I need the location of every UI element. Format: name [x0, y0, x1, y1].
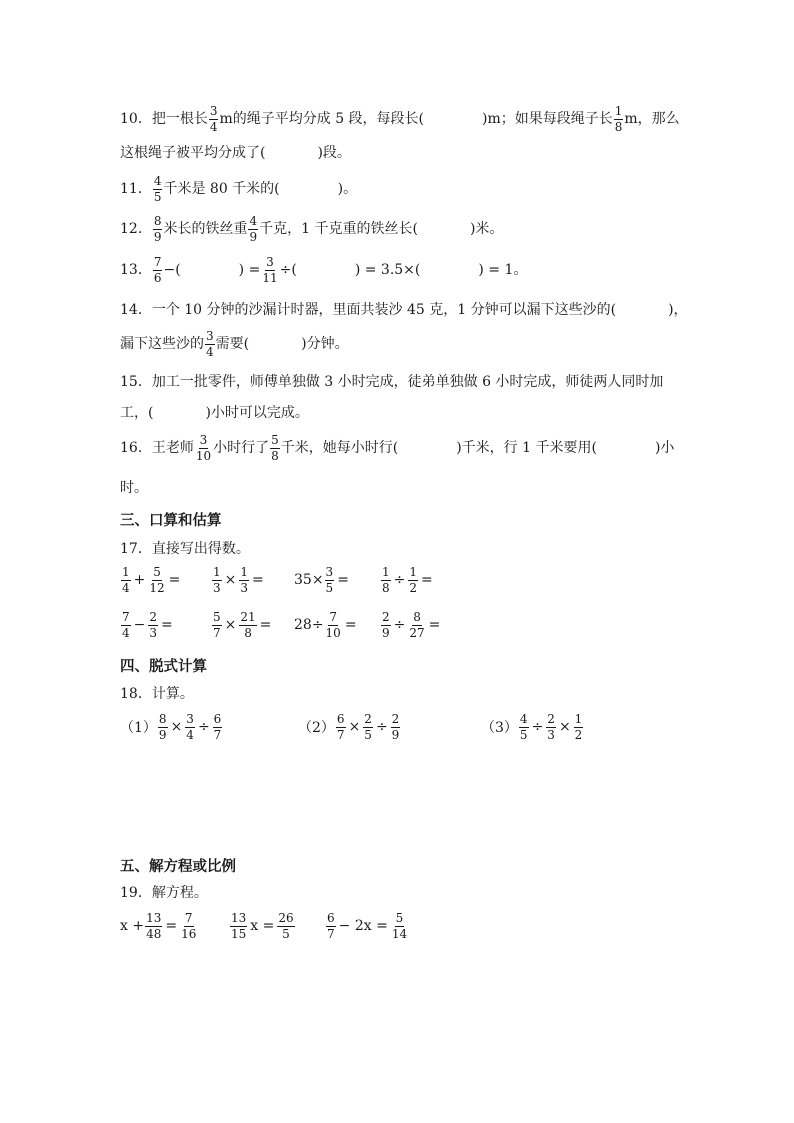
operator: − — [133, 617, 146, 634]
fraction: $\frac{3}{4}$ — [206, 329, 214, 359]
operator: × — [170, 719, 183, 736]
q11-text-b: )。 — [337, 181, 358, 198]
problem-label: （3） — [481, 720, 518, 737]
q17-title-text: 17．直接写出得数。 — [120, 541, 250, 557]
q14-text-a: 14．一个 10 分钟的沙漏计时器，里面共装沙 45 克，1 分钟可以漏下这些沙的( — [120, 302, 617, 318]
q12-text-a: 米长的铁丝重 — [163, 221, 248, 238]
calc-text: 28÷ — [294, 617, 324, 634]
question-10-line2 — [120, 146, 351, 160]
q15-text-a: 15．加工一批零件，师傅单独做 3 小时完成，徒弟单独做 6 小时完成，师徒两人同时加 — [120, 374, 664, 390]
fraction: $\frac{2}{5}$ — [364, 712, 372, 742]
q15-text-c: )小时可以完成。 — [205, 405, 309, 421]
fraction: $\frac{4}{5}$ — [519, 712, 528, 742]
fraction: $\frac{2}{3}$ — [149, 610, 158, 640]
equals-sign: = — [421, 572, 433, 589]
q10-text-b: m的绳子平均分成 5 段，每段长( — [219, 111, 425, 128]
question-19-title — [120, 886, 208, 900]
q13-text-a: −( — [163, 262, 181, 279]
equation-text: x + — [120, 918, 145, 935]
equals-sign: = — [165, 918, 178, 935]
question-18-title — [120, 687, 194, 701]
equals-sign: = — [337, 572, 349, 589]
q18-title-text: 18．计算。 — [120, 686, 194, 702]
fraction: $\frac{2}{9}$ — [391, 712, 400, 742]
problem-label: （1） — [120, 720, 157, 737]
fraction: $\frac{2}{3}$ — [547, 712, 555, 742]
fraction: $\frac{26}{5}$ — [278, 911, 294, 941]
calc-item — [294, 611, 359, 639]
q10-text-c: )m；如果每段绳子长 — [482, 111, 613, 128]
fraction: $\frac{1}{3}$ — [213, 565, 221, 595]
operator: × — [348, 719, 361, 736]
fraction: $\frac{8}{9}$ — [153, 214, 162, 244]
fraction: $\frac{4}{5}$ — [153, 174, 162, 204]
q16-text-a: 16．王老师 — [120, 440, 194, 457]
fraction: $\frac{13}{48}$ — [146, 911, 162, 941]
calc-item — [380, 611, 442, 639]
calc-text: 35× — [294, 572, 324, 589]
calc-item — [120, 611, 175, 639]
section-heading: 三、口算和估算 — [120, 513, 222, 529]
problem-label: （2） — [298, 720, 335, 737]
q10-text-f: )段。 — [317, 145, 351, 161]
q14-text-e: )分钟。 — [301, 336, 349, 353]
equals-sign: = — [161, 617, 173, 634]
question-14-line2 — [120, 330, 349, 358]
fraction: $\frac{3}{5}$ — [325, 565, 334, 595]
calc-problem — [298, 713, 401, 741]
section-heading: 四、脱式计算 — [120, 659, 207, 675]
q13-text-e: ) = 1。 — [478, 262, 528, 279]
calc-item — [211, 566, 266, 594]
operator: ÷ — [393, 572, 406, 589]
q19-title-text: 19．解方程。 — [120, 885, 208, 901]
question-12 — [120, 215, 503, 243]
q16-text-f: 时。 — [120, 480, 148, 496]
fraction: $\frac{3}{10}$ — [195, 433, 212, 463]
fraction: $\frac{2}{9}$ — [382, 610, 390, 640]
equation-3 — [325, 912, 409, 940]
fraction: $\frac{3}{4}$ — [209, 104, 218, 134]
q12-text-b: 千克，1 千克重的铁丝长( — [259, 221, 418, 238]
fraction: $\frac{7}{6}$ — [153, 255, 162, 285]
fraction: $\frac{6}{7}$ — [336, 712, 345, 742]
equation-2 — [229, 912, 296, 940]
q10-text-e: 这根绳子被平均分成了( — [120, 145, 266, 161]
operator: ÷ — [375, 719, 388, 736]
section-heading: 五、解方程或比例 — [120, 859, 236, 875]
question-17-title — [120, 542, 250, 556]
fraction: $\frac{1}{3}$ — [240, 565, 249, 595]
operator: ÷ — [393, 617, 406, 634]
q14-text-c: 漏下这些沙的 — [120, 336, 204, 353]
equation-text: x = — [250, 918, 275, 935]
operator: × — [558, 719, 571, 736]
equation-1 — [120, 912, 198, 940]
fraction: $\frac{8}{27}$ — [409, 610, 425, 640]
calc-problem — [481, 713, 584, 741]
q12-num: 12． — [120, 221, 152, 238]
fraction: $\frac{7}{10}$ — [325, 610, 341, 640]
fraction: $\frac{1}{8}$ — [614, 104, 623, 134]
q16-text-e: )小 — [654, 440, 675, 457]
q14-text-b: )， — [668, 302, 688, 318]
fraction: $\frac{3}{4}$ — [186, 712, 194, 742]
q13-num: 13． — [120, 262, 152, 279]
q13-text-d: ) = 3.5×( — [354, 262, 421, 279]
fraction: $\frac{6}{7}$ — [213, 712, 222, 742]
fraction: $\frac{4}{9}$ — [249, 214, 258, 244]
fraction: $\frac{8}{9}$ — [158, 712, 167, 742]
equation-text: − 2x = — [338, 918, 388, 935]
question-13 — [120, 256, 527, 284]
q16-text-d: )千米，行 1 千米要用( — [456, 440, 597, 457]
fraction: $\frac{7}{16}$ — [181, 911, 197, 941]
operator: + — [133, 572, 146, 589]
question-16-line2 — [120, 481, 148, 495]
question-15-line1 — [120, 375, 663, 389]
q16-text-b: 小时行了 — [213, 440, 270, 457]
fraction: $\frac{5}{7}$ — [213, 610, 221, 640]
q10-text-d: m，那么 — [624, 111, 680, 128]
q12-text-c: )米。 — [469, 221, 504, 238]
operator: ÷ — [197, 719, 210, 736]
q11-text-a: 千米是 80 千米的( — [163, 181, 280, 198]
fraction: $\frac{1}{8}$ — [382, 565, 390, 595]
fraction: $\frac{6}{7}$ — [327, 911, 335, 941]
calc-problem — [120, 713, 223, 741]
q15-text-b: 工，( — [120, 405, 154, 421]
fraction: $\frac{1}{4}$ — [122, 565, 130, 595]
calc-item — [211, 611, 273, 639]
calc-item — [294, 566, 351, 594]
fraction: $\frac{13}{15}$ — [231, 911, 247, 941]
calc-item — [120, 566, 182, 594]
question-16-line1 — [120, 434, 674, 462]
fraction: $\frac{3}{11}$ — [262, 255, 278, 285]
equals-sign: = — [344, 617, 357, 634]
fraction: $\frac{7}{4}$ — [122, 610, 130, 640]
question-10-line1 — [120, 105, 680, 133]
q10-text-a: 10．把一根长 — [120, 111, 208, 128]
fraction: $\frac{5}{14}$ — [391, 911, 408, 941]
q13-text-b: ) = — [238, 262, 261, 279]
q11-num: 11． — [120, 181, 152, 198]
fraction: $\frac{5}{8}$ — [271, 433, 279, 463]
question-14-line1 — [120, 303, 688, 317]
equals-sign: = — [168, 572, 181, 589]
equals-sign: = — [252, 572, 264, 589]
operator: × — [224, 572, 237, 589]
operator: ÷ — [531, 719, 544, 736]
equals-sign: = — [428, 617, 441, 634]
question-11 — [120, 175, 357, 203]
equals-sign: = — [259, 617, 272, 634]
operator: × — [224, 617, 237, 634]
fraction: $\frac{1}{2}$ — [409, 565, 418, 595]
q16-text-c: 千米，她每小时行( — [280, 440, 399, 457]
fraction: $\frac{5}{12}$ — [149, 565, 165, 595]
calc-item — [380, 566, 435, 594]
q14-text-d: 需要( — [215, 336, 250, 353]
fraction: $\frac{1}{2}$ — [574, 712, 583, 742]
fraction: $\frac{21}{8}$ — [240, 610, 256, 640]
question-15-line2 — [120, 406, 309, 420]
q13-text-c: ÷( — [279, 262, 297, 279]
